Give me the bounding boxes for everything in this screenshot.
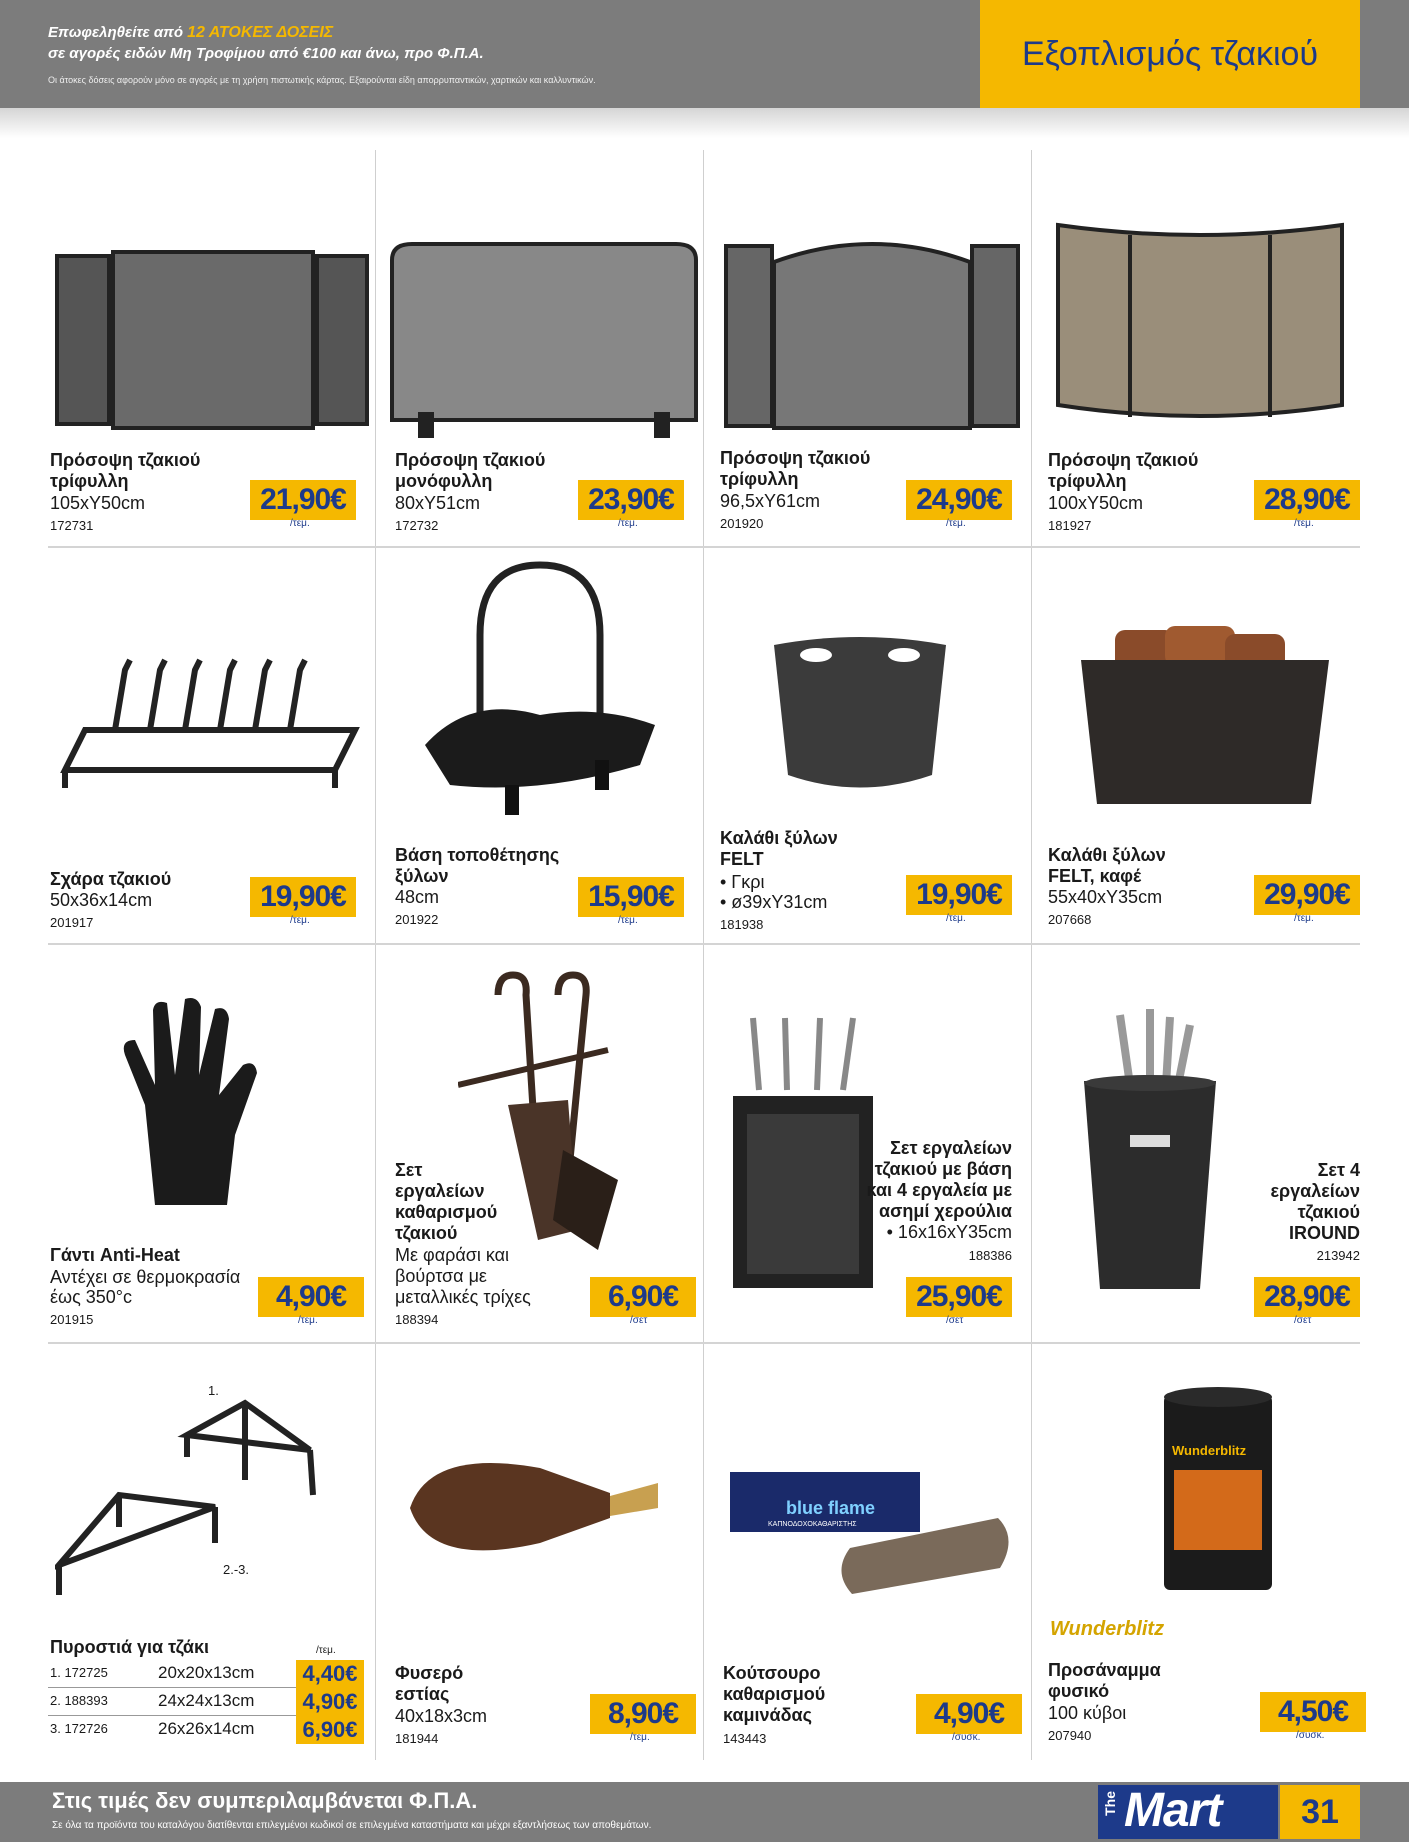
price-unit: /σετ — [1294, 1315, 1312, 1326]
promo-disclaimer: Οι άτοκες δόσεις αφορούν μόνο σε αγορές με τη χρήση πιστωτικής κάρτας. Εξαιρούνται είδη απορρυπαντικών, χαρτικών και καλλυντικών. — [48, 75, 596, 85]
price-unit: /τεμ. — [630, 1732, 650, 1743]
product-detail: 40x18x3cm — [395, 1706, 488, 1726]
tripod-size: 24x24x13cm — [158, 1691, 255, 1710]
product-detail: • 16x16xΥ35cm — [886, 1222, 1012, 1242]
tripod-code: 3. 172726 — [50, 1721, 108, 1736]
product-code: 207940 — [1048, 1728, 1092, 1743]
product-detail: 48cm — [395, 887, 440, 907]
product-code: 207668 — [1048, 912, 1092, 927]
price-unit: /τεμ. — [1294, 518, 1314, 529]
price-tag: 28,90€ — [1254, 1277, 1360, 1317]
product-detail: Με φαράσι και — [395, 1245, 510, 1265]
log-holder-image — [410, 555, 660, 825]
fireplace-screen-image — [388, 240, 700, 440]
product-detail: βούρτσα με — [395, 1266, 487, 1286]
product-code: 188394 — [395, 1312, 439, 1327]
price-unit: /τεμ. — [618, 518, 638, 529]
fireplace-screen-image — [55, 250, 370, 430]
tripod-price: 4,40€ — [296, 1660, 364, 1688]
firelighter-tube-image — [1160, 1385, 1275, 1595]
logo-mart: Mart — [1124, 1784, 1222, 1837]
price-tag: 19,90€ — [906, 875, 1012, 915]
tripod-code: 1. 172725 — [50, 1665, 108, 1680]
stock-disclaimer: Σε όλα τα προϊόντα του καταλόγου διατίθενται επιλεγμένοι κωδικοί σε επιλεγμένα καταστήματα και μέχρι εξαντλήσεως των αποθεμάτων. — [52, 1820, 652, 1831]
price-unit: /συσκ. — [952, 1732, 981, 1743]
product-detail: έως 350°c — [50, 1287, 132, 1307]
promo-line-2: σε αγορές ειδών Μη Τροφίμου από €100 και άνω, προ Φ.Π.Α. — [48, 45, 484, 62]
product-code: 143443 — [723, 1731, 767, 1746]
product-code: 201917 — [50, 915, 94, 930]
price-tag: 19,90€ — [250, 877, 356, 917]
tripod-title: Πυροστιά για τζάκι — [50, 1637, 210, 1657]
chimney-cleaning-log-image — [728, 1468, 1018, 1608]
product-detail: μεταλλικές τρίχες — [395, 1287, 531, 1307]
promo-line-1: Επωφεληθείτε από 12 ΑΤΟΚΕΣ ΔΟΣΕΙΣ — [48, 24, 334, 41]
price-tag: 15,90€ — [578, 877, 684, 917]
price-tag: 29,90€ — [1254, 875, 1360, 915]
tripod-label-2-3: 2.-3. — [223, 1562, 250, 1577]
product-name: Καλάθι ξύλων FELT — [720, 828, 838, 869]
page-title: Εξοπλισμός τζακιού — [980, 0, 1360, 108]
wunderblitz-logo: Wunderblitz — [1050, 1618, 1165, 1640]
product-code: 188386 — [968, 1248, 1012, 1263]
tripod-price: 4,90€ — [296, 1688, 364, 1716]
table-row — [48, 1716, 364, 1744]
fireplace-grate-image — [55, 650, 365, 790]
price-unit: /συσκ. — [1296, 1730, 1325, 1741]
product-name: Προσάναμμα φυσικό — [1048, 1660, 1161, 1701]
logo-the: The — [1102, 1791, 1118, 1816]
product-name: Πρόσοψη τζακιού τρίφυλλη — [50, 450, 201, 491]
price-tag: 4,90€ — [916, 1694, 1022, 1734]
vat-notice: Στις τιμές δεν συμπεριλαμβάνεται Φ.Π.Α. — [52, 1788, 478, 1813]
product-code: 201915 — [50, 1312, 94, 1327]
header-shadow — [0, 108, 1409, 138]
price-unit: /σετ — [630, 1315, 648, 1326]
price-tag: 24,90€ — [906, 480, 1012, 520]
felt-basket-logs-image — [1075, 620, 1335, 810]
iround-tool-set-image — [1080, 1005, 1220, 1295]
price-tag: 4,50€ — [1260, 1692, 1366, 1732]
blueflame-label: blue flame — [786, 1498, 876, 1518]
glove-image — [115, 995, 265, 1210]
price-tag: 6,90€ — [590, 1277, 696, 1317]
product-detail: 105xΥ50cm — [50, 493, 146, 513]
price-unit: /τεμ. — [290, 518, 310, 529]
table-row — [48, 1660, 364, 1688]
price-unit: /σετ — [946, 1315, 964, 1326]
product-name: Πρόσοψη τζακιού τρίφυλλη — [1048, 450, 1199, 491]
price-unit: /τεμ. — [298, 1315, 318, 1326]
product-detail: 100xΥ50cm — [1048, 493, 1144, 513]
product-name: Κούτσουρο καθαρισμού καμινάδας — [723, 1663, 826, 1725]
price-unit: /τεμ. — [946, 518, 966, 529]
product-name: Σετ εργαλείων καθαρισμού τζακιού — [395, 1160, 498, 1243]
price-unit: /τεμ. — [1294, 913, 1314, 924]
table-row — [48, 1688, 364, 1716]
row-divider — [48, 943, 1360, 945]
product-name: Σετ εργαλείων τζακιού με βάση και 4 εργαλεία με ασημί χερούλια — [866, 1138, 1012, 1221]
product-code: 172732 — [395, 518, 439, 533]
product-name: Πρόσοψη τζακιού τρίφυλλη — [720, 448, 871, 489]
product-name: Σχάρα τζακιού — [50, 869, 172, 889]
price-tag: 25,90€ — [906, 1277, 1012, 1317]
tripod-label-1: 1. — [208, 1383, 219, 1398]
price-tag: 21,90€ — [250, 480, 356, 520]
price-unit: /τεμ. — [946, 913, 966, 924]
product-name: Καλάθι ξύλων FELT, καφέ — [1048, 845, 1166, 886]
tripod-image — [55, 1395, 355, 1605]
price-unit: /τεμ. — [290, 915, 310, 926]
page-number: 31 — [1280, 1785, 1360, 1839]
bellows-image — [400, 1448, 660, 1558]
tripod-price: 6,90€ — [296, 1716, 364, 1744]
price-tag: 23,90€ — [578, 480, 684, 520]
fireplace-screen-image — [722, 232, 1022, 432]
product-detail: • Γκρι — [720, 872, 765, 892]
promo-highlight: 12 ΑΤΟΚΕΣ ΔΟΣΕΙΣ — [187, 24, 334, 41]
tripod-size: 26x26x14cm — [158, 1719, 255, 1738]
column-divider — [703, 150, 704, 1760]
price-tag: 4,90€ — [258, 1277, 364, 1317]
product-name: Γάντι Anti-Heat — [50, 1245, 180, 1265]
column-divider — [1031, 150, 1032, 1760]
product-code: 181938 — [720, 917, 764, 932]
product-name: Πρόσοψη τζακιού μονόφυλλη — [395, 450, 546, 491]
product-name: Σετ 4 εργαλείων τζακιού IROUND — [1270, 1160, 1360, 1243]
product-detail: 55x40xΥ35cm — [1048, 887, 1163, 907]
product-detail: 100 κύβοι — [1048, 1703, 1127, 1723]
product-detail: 50x36x14cm — [50, 890, 153, 910]
tripod-unit: /τεμ. — [316, 1645, 336, 1656]
felt-basket-image — [770, 625, 950, 800]
product-detail: • ø39xΥ31cm — [720, 892, 828, 912]
price-tag: 8,90€ — [590, 1694, 696, 1734]
product-code: 181927 — [1048, 518, 1092, 533]
product-detail: 96,5xΥ61cm — [720, 491, 821, 511]
the-mart-logo — [1098, 1785, 1278, 1839]
fireplace-screen-image — [1050, 215, 1350, 430]
wunderblitz-tube-label: Wunderblitz — [1172, 1443, 1247, 1458]
product-code: 201922 — [395, 912, 439, 927]
product-detail: 80xΥ51cm — [395, 493, 481, 513]
product-code: 172731 — [50, 518, 94, 533]
product-code: 201920 — [720, 516, 764, 531]
row-divider — [48, 546, 1360, 548]
product-name: Βάση τοποθέτησης ξύλων — [395, 845, 560, 886]
product-name: Φυσερό εστίας — [395, 1663, 464, 1704]
row-divider — [48, 1342, 1360, 1344]
blueflame-sub-label: ΚΑΠΝΟΔΟΧΟΚΑΘΑΡΙΣΤΗΣ — [768, 1521, 857, 1528]
product-code: 213942 — [1316, 1248, 1360, 1263]
column-divider — [375, 150, 376, 1760]
product-code: 181944 — [395, 1731, 439, 1746]
price-unit: /τεμ. — [618, 915, 638, 926]
tripod-code: 2. 188393 — [50, 1693, 108, 1708]
price-tag: 28,90€ — [1254, 480, 1360, 520]
tripod-size: 20x20x13cm — [158, 1663, 255, 1682]
product-detail: Αντέχει σε θερμοκρασία — [50, 1267, 241, 1287]
